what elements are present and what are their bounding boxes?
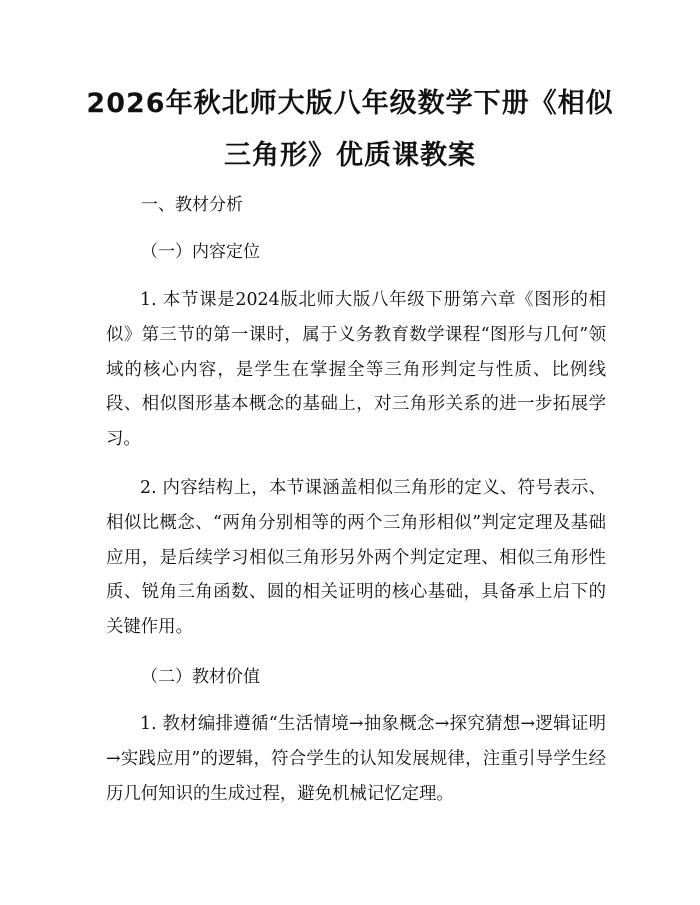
section-heading-textbook-analysis: 一、教材分析 — [141, 195, 243, 215]
subsection-heading-textbook-value: （二）教材价值 — [141, 667, 260, 687]
paragraph-textbook-value-1: 1. 教材编排遵循“生活情境→抽象概念→探究猜想→逻辑证明→实践应用”的逻辑，符合学生的认知发展规律，注重引导学生经历几何知识的生成过程，避免机械记忆定理。 — [106, 714, 606, 804]
subsection-heading-content-positioning: （一）内容定位 — [141, 242, 260, 262]
paragraph-content-positioning-1: 1. 本节课是2024版北师大版八年级下册第六章《图形的相似》第三节的第一课时，属于义务教育数学课程“图形与几何”领域的核心内容，是学生在掌握全等三角形判定与性质、比例线段、相似图形基本概念的基础上，对三角形关系的进一步拓展学习。 — [106, 290, 606, 450]
paragraph-content-positioning-2: 2. 内容结构上，本节课涵盖相似三角形的定义、符号表示、相似比概念、“两角分别相等的两个三角形相似”判定定理及基础应用，是后续学习相似三角形另外两个判定定理、相似三角形性质、锐角三角函数、圆的相关证明的核心基础，具备承上启下的关键作用。 — [106, 478, 606, 638]
document-title: 2026年秋北师大版八年级数学下册《相似三角形》优质课教案 — [86, 88, 614, 171]
